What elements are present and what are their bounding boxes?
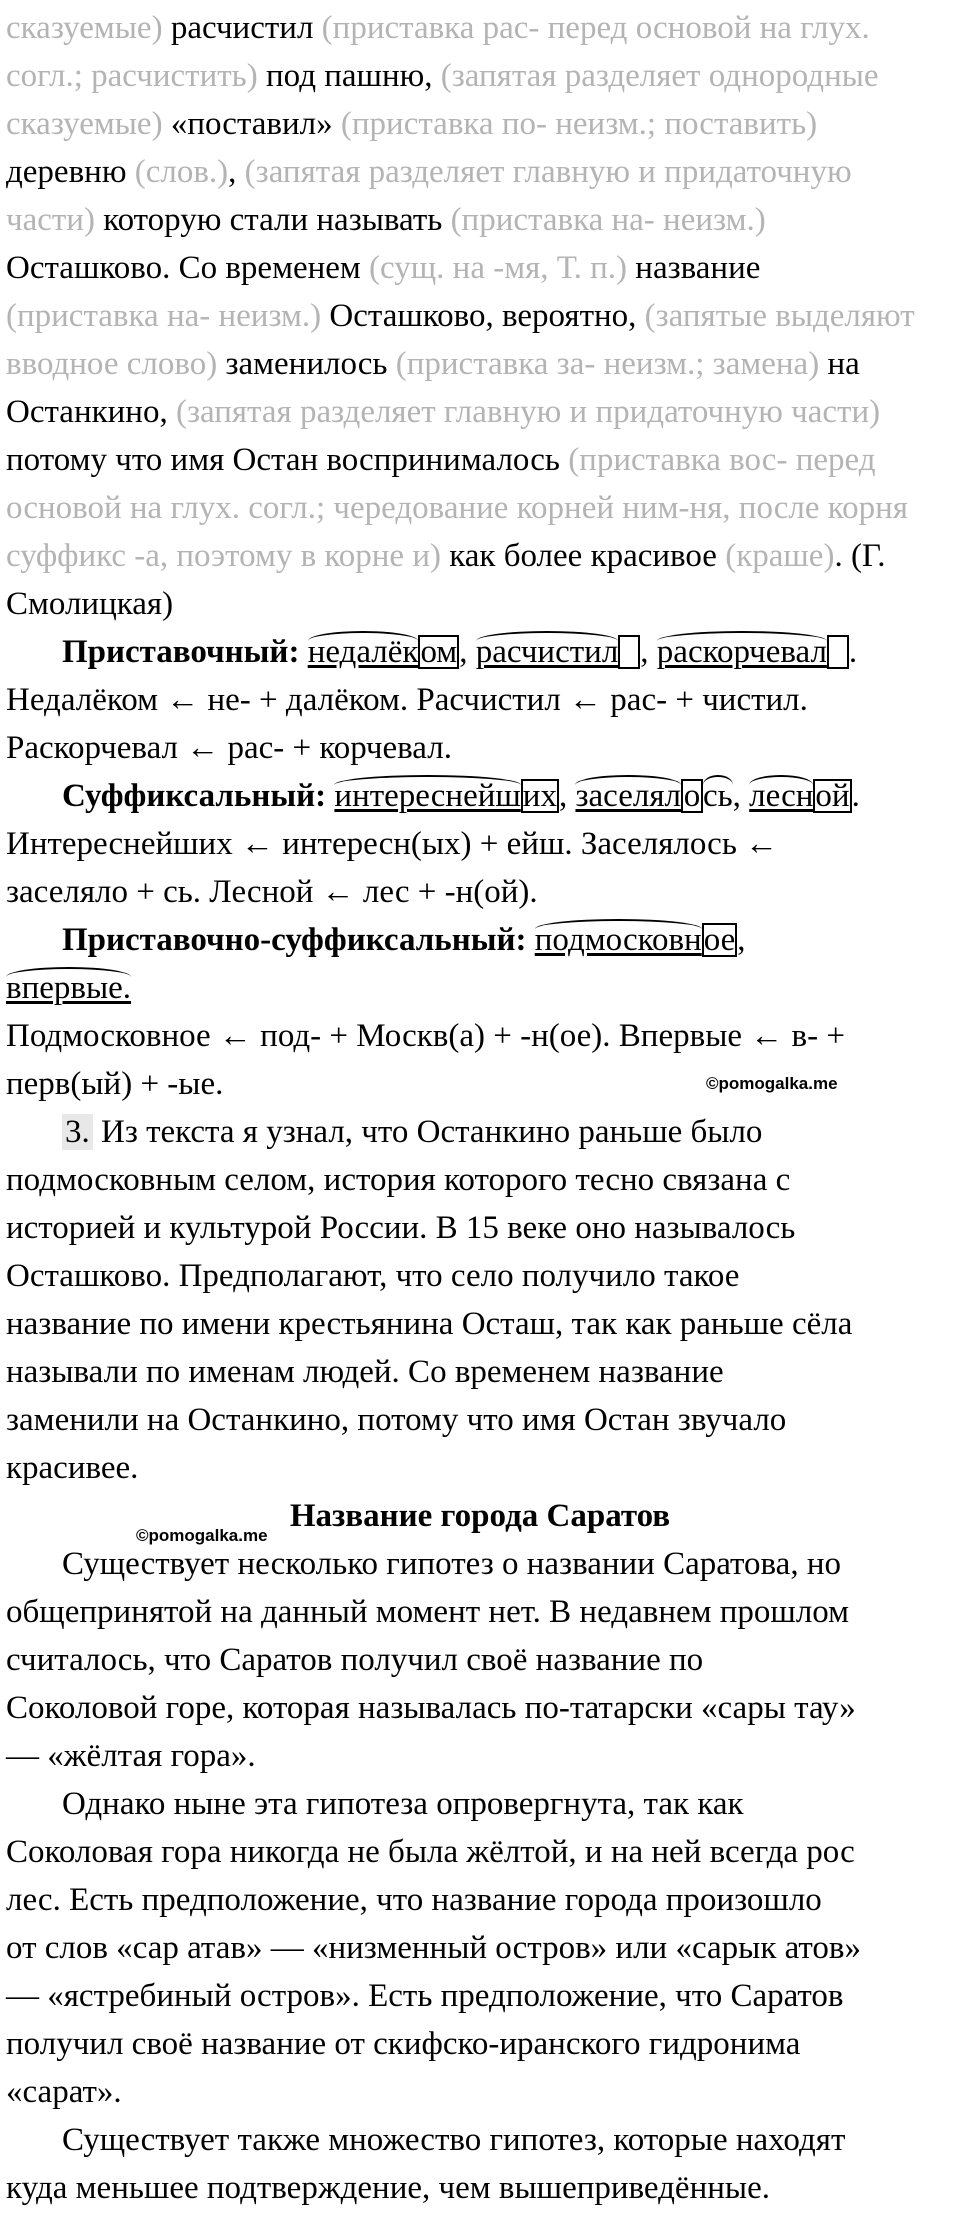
suffix-label: Суффиксальный:	[62, 778, 327, 814]
text-segment: Останкино,	[6, 394, 176, 430]
text-segment: потому что имя Остан воспринималось	[6, 442, 560, 478]
note-segment: согл.; расчистить)	[6, 58, 266, 94]
separator: ,	[558, 778, 576, 814]
answer-number: 3.	[62, 1114, 93, 1150]
analysis-line	[6, 148, 954, 196]
prefix-line-3: Раскорчевал ← рас- + корчевал.	[6, 730, 452, 766]
analysis-line	[6, 100, 954, 148]
paragraph-line: Соколовая гора никогда не была жёлтой, и на ней всегда рос	[6, 1834, 855, 1870]
analysis-line	[6, 580, 954, 628]
paragraph-line: — «жёлтая гора».	[6, 1738, 256, 1774]
paragraph-line: куда меньшее подтверждение, чем вышеприведённые.	[6, 2170, 770, 2206]
answer-text: Из текста я узнал, что Останкино раньше было	[92, 1114, 763, 1150]
text-segment: которую стали называть	[103, 202, 443, 238]
answer-line: подмосковным селом, история которого тесно связана с	[6, 1162, 791, 1198]
analysis-line	[6, 292, 954, 340]
empty-ending-box	[618, 635, 640, 669]
answer-line: Осташково. Предполагают, что село получило такое	[6, 1258, 740, 1294]
ps-line-4-text: перв(ый) + -ые.	[6, 1066, 224, 1102]
analysis-line	[6, 244, 954, 292]
paragraph-2	[6, 1780, 954, 2116]
text-segment: на	[827, 346, 860, 382]
document-page	[6, 4, 954, 2212]
text-segment: название	[635, 250, 761, 286]
prefix-word-1: недалёк	[308, 631, 419, 670]
analysis-line	[6, 196, 954, 244]
prefix-word-3: раскорчевал	[657, 631, 827, 670]
separator: ,	[737, 922, 746, 958]
note-segment: (краше)	[716, 538, 835, 574]
note-segment: (запятая разделяет главную и придаточную части)	[175, 394, 881, 430]
suffix-line-2: Интереснейших ← интересн(ых) + ейш. Заселялось ←	[6, 826, 779, 862]
suffix-word-2: заселял	[575, 775, 681, 814]
paragraph-line: Существует несколько гипотез о названии Саратова, но	[62, 1546, 841, 1582]
suffix-word-3: лесн	[749, 775, 813, 814]
answer-line: называли по именам людей. Со временем название	[6, 1354, 724, 1390]
text-segment: Осташково. Со временем	[6, 250, 370, 286]
ending-box: ой	[815, 778, 850, 814]
answer-line: историей и культурой России. В 15 веке оно называлось	[6, 1210, 796, 1246]
text-segment: заменилось	[225, 346, 388, 382]
note-segment: (приставка рас- перед основой на глух.	[313, 10, 870, 46]
paragraph-line: Существует также множество гипотез, которые находят	[62, 2122, 846, 2158]
ps-line-2	[6, 964, 954, 1012]
note-segment: основой на глух. согл.; чередование корней ним-ня, после корня	[6, 490, 908, 526]
prefix-line-2: Недалёком ← не- + далёком. Расчистил ← рас- + чистил.	[6, 682, 808, 718]
ps-line-3: Подмосковное ← под- + Москв(а) + -н(ое). Впервые ← в- +	[6, 1018, 845, 1054]
analysis-line	[6, 340, 954, 388]
note-segment: (слов.)	[126, 154, 229, 190]
ps-word-1: подмосковн	[535, 919, 702, 958]
note-segment: (приставка на- неизм.)	[442, 202, 766, 238]
paragraph-line: — «ястребиный остров». Есть предположение, что Саратов	[6, 1978, 844, 2014]
text-segment: . (Г.	[834, 538, 886, 574]
analysis-line	[6, 52, 954, 100]
text-segment: расчистил	[170, 10, 314, 46]
text-segment: Осташково, вероятно,	[329, 298, 645, 334]
note-segment: суффикс -а, поэтому в корне и)	[6, 538, 450, 574]
ps-heading-line	[6, 916, 954, 964]
note-segment: (приставка за- неизм.; замена)	[387, 346, 828, 382]
text-segment: «поставил»	[170, 106, 333, 142]
answer-line: красивее.	[6, 1450, 139, 1486]
paragraph-line: от слов «сар атав» — «низменный остров» или «сарык атов»	[6, 1930, 861, 1966]
ps-word-2: впервые.	[6, 967, 131, 1006]
suffix-heading-line	[6, 772, 954, 820]
paragraph-line: общепринятой на данный момент нет. В недавнем прошлом	[6, 1594, 850, 1630]
prefix-heading-line: Приставочный: недалёком, расчистил , раскорчевал .	[6, 628, 954, 676]
answer-line: заменили на Останкино, потому что имя Остан звучало	[6, 1402, 787, 1438]
watermark: ©pomogalka.me	[136, 1526, 268, 1545]
analysis-line	[6, 4, 954, 52]
text-segment: как более красивое	[449, 538, 717, 574]
watermark: ©pomogalka.me	[706, 1074, 838, 1093]
analysis-line	[6, 484, 954, 532]
paragraph-line: получил своё название от скифско-иранского гидронима	[6, 2026, 801, 2062]
note-segment: (приставка по- неизм.; поставить)	[332, 106, 818, 142]
ending-box: ом	[420, 634, 458, 670]
note-segment: вводное слово)	[6, 346, 226, 382]
analysis-line	[6, 436, 954, 484]
note-segment: (запятая разделяет главную и придаточную	[244, 154, 852, 190]
note-segment: части)	[6, 202, 104, 238]
suffix-word-1: интереснейш	[334, 775, 520, 814]
note-segment: (запятые выделяют	[644, 298, 915, 334]
prefix-word-2: расчистил	[476, 631, 619, 670]
ps-line-4	[6, 1060, 954, 1108]
paragraph-3	[6, 2116, 954, 2212]
note-segment: (приставка вос- перед	[559, 442, 876, 478]
separator: ,	[640, 634, 657, 670]
note-segment: сказуемые)	[6, 106, 171, 142]
empty-ending-box	[827, 635, 849, 669]
ending-box: их	[522, 778, 557, 814]
separator: ,	[459, 634, 476, 670]
note-segment: (приставка на- неизм.)	[6, 298, 330, 334]
text-segment: Смолицкая)	[6, 586, 174, 622]
prefix-label: Приставочный:	[62, 634, 300, 670]
note-segment: сказуемые)	[6, 10, 171, 46]
analysis-block	[6, 4, 954, 628]
note-segment: (сущ. на -мя, Т. п.)	[369, 250, 636, 286]
postfix: сь	[703, 775, 733, 814]
suffix-line-3: заселяло + сь. Лесной ← лес + -н(ой).	[6, 874, 538, 910]
paragraph-line: Соколовой горе, которая называлась по-татарски «сары тау»	[6, 1690, 856, 1726]
paragraph-1	[6, 1540, 954, 1780]
section-title-text: Название города Саратов	[289, 1498, 671, 1534]
separator: .	[851, 778, 860, 814]
text-segment: под пашню,	[265, 58, 441, 94]
analysis-line	[6, 532, 954, 580]
text-segment: ,	[228, 154, 245, 190]
separator: ,	[732, 778, 750, 814]
answer-first-line	[6, 1108, 954, 1156]
paragraph-line: Однако ныне эта гипотеза опровергнута, так как	[62, 1786, 744, 1822]
text-segment: деревню	[6, 154, 127, 190]
note-segment: (запятая разделяет однородные	[440, 58, 879, 94]
paragraph-line: лес. Есть предположение, что название города произошло	[6, 1882, 822, 1918]
analysis-line	[6, 388, 954, 436]
answer-line: название по имени крестьянина Осташ, так как раньше сёла	[6, 1306, 853, 1342]
section-title	[6, 1492, 954, 1545]
ps-label: Приставочно-суффиксальный:	[62, 922, 527, 958]
paragraph-line: считалось, что Саратов получил своё название по	[6, 1642, 704, 1678]
ending-box: о	[681, 779, 703, 813]
paragraph-line: «сарат».	[6, 2074, 122, 2110]
ending-box: ое	[703, 922, 736, 958]
